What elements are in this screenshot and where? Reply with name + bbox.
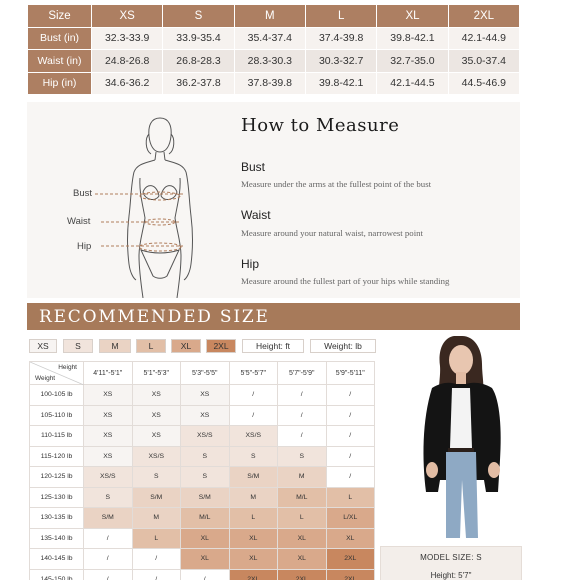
- recommended-size-banner: [27, 303, 520, 330]
- size-row-hip: [28, 72, 520, 95]
- size-recommendation-cell: XL: [181, 549, 230, 570]
- figure-label-waist: Waist: [67, 216, 91, 227]
- legend-swatch: L: [136, 339, 166, 353]
- size-recommendation-cell: /: [326, 467, 375, 488]
- size-recommendation-cell: /: [278, 426, 327, 447]
- weight-unit-label: Weight: lb: [310, 339, 376, 353]
- legend-swatch: S: [63, 339, 93, 353]
- size-cell: 35.4-37.4: [234, 27, 305, 50]
- table-row: [30, 528, 375, 549]
- corner-cell: [30, 362, 84, 385]
- size-recommendation-cell: /: [132, 549, 181, 570]
- size-recommendation-cell: XS/S: [132, 446, 181, 467]
- size-recommendation-cell: XL: [326, 528, 375, 549]
- row-label: Waist (in): [28, 50, 92, 73]
- table-row: [30, 426, 375, 447]
- size-recommendation-cell: /: [326, 426, 375, 447]
- size-recommendation-cell: /: [278, 385, 327, 406]
- weight-label: 125-130 lb: [30, 487, 84, 508]
- size-cell: 33.9-35.4: [163, 27, 234, 50]
- size-cell: 30.3-32.7: [305, 50, 376, 73]
- size-row-waist: [28, 50, 520, 73]
- size-header-cell: XL: [377, 5, 448, 28]
- weight-label: 145-150 lb: [30, 569, 84, 580]
- corner-height-label: Height: [58, 364, 77, 371]
- measure-name-waist: Waist: [241, 208, 271, 222]
- size-recommendation-cell: M/L: [278, 487, 327, 508]
- size-recommendation-cell: /: [229, 405, 278, 426]
- table-row: [30, 549, 375, 570]
- body-figure-illustration: [57, 108, 227, 298]
- row-label: Bust (in): [28, 27, 92, 50]
- size-recommendation-cell: XL: [229, 528, 278, 549]
- size-recommendation-cell: 2XL: [229, 569, 278, 580]
- size-cell: 39.8-42.1: [377, 27, 448, 50]
- size-recommendation-cell: XS/S: [229, 426, 278, 447]
- size-recommendation-cell: S/M: [84, 508, 133, 529]
- size-recommendation-cell: XS: [84, 405, 133, 426]
- size-recommendation-cell: 2XL: [326, 549, 375, 570]
- height-header: 5'3"-5'5": [181, 362, 230, 385]
- how-to-measure-title: How to Measure: [241, 115, 400, 136]
- size-chart-table: [27, 4, 520, 95]
- size-recommendation-cell: 2XL: [278, 569, 327, 580]
- size-recommendation-cell: XS: [132, 405, 181, 426]
- weight-label: 130-135 lb: [30, 508, 84, 529]
- size-cell: 37.4-39.8: [305, 27, 376, 50]
- size-recommendation-cell: L: [132, 528, 181, 549]
- model-photo: [402, 330, 527, 542]
- legend-swatch: M: [99, 339, 131, 353]
- size-recommendation-cell: XS: [132, 385, 181, 406]
- size-cell: 26.8-28.3: [163, 50, 234, 73]
- height-header: 5'5"-5'7": [229, 362, 278, 385]
- size-cell: 34.6-36.2: [92, 72, 163, 95]
- size-recommendation-cell: L: [229, 508, 278, 529]
- size-header-cell: XS: [92, 5, 163, 28]
- legend-swatch: XS: [29, 339, 57, 353]
- size-cell: 24.8-26.8: [92, 50, 163, 73]
- height-header: 5'9"-5'11": [326, 362, 375, 385]
- size-recommendation-cell: S: [132, 467, 181, 488]
- size-recommendation-cell: /: [132, 569, 181, 580]
- size-recommendation-cell: /: [181, 569, 230, 580]
- size-header-cell: M: [234, 5, 305, 28]
- size-recommendation-cell: L: [326, 487, 375, 508]
- size-recommendation-cell: S/M: [229, 467, 278, 488]
- size-recommendation-cell: M: [278, 467, 327, 488]
- size-recommendation-cell: /: [84, 528, 133, 549]
- size-row-bust: [28, 27, 520, 50]
- size-recommendation-cell: 2XL: [326, 569, 375, 580]
- height-header: 5'1"-5'3": [132, 362, 181, 385]
- weight-label: 100-105 lb: [30, 385, 84, 406]
- size-recommendation-cell: L: [278, 508, 327, 529]
- size-recommendation-cell: XS: [84, 446, 133, 467]
- size-recommendation-cell: /: [326, 405, 375, 426]
- table-row: [30, 569, 375, 580]
- weight-label: 105-110 lb: [30, 405, 84, 426]
- size-recommendation-cell: M: [132, 508, 181, 529]
- size-cell: 28.3-30.3: [234, 50, 305, 73]
- body-outline-icon: [57, 108, 227, 298]
- size-recommendation-cell: S: [229, 446, 278, 467]
- size-recommendation-cell: XS: [132, 426, 181, 447]
- weight-label: 115-120 lb: [30, 446, 84, 467]
- table-row: [30, 508, 375, 529]
- size-cell: 35.0-37.4: [448, 50, 519, 73]
- measure-name-hip: Hip: [241, 257, 260, 271]
- legend-swatch: 2XL: [206, 339, 236, 353]
- corner-weight-label: Weight: [35, 375, 56, 382]
- size-recommendation-cell: XS: [181, 405, 230, 426]
- size-recommendation-cell: S/M: [181, 487, 230, 508]
- table-row: [30, 385, 375, 406]
- model-height-label: Height: 5'7": [430, 571, 472, 580]
- model-info-card: [380, 546, 522, 580]
- measure-name-bust: Bust: [241, 160, 266, 174]
- table-row: [30, 467, 375, 488]
- size-recommendation-cell: M/L: [181, 508, 230, 529]
- height-header-row: [30, 362, 375, 385]
- table-row: [30, 405, 375, 426]
- model-illustration: [402, 330, 527, 542]
- size-cell: 44.5-46.9: [448, 72, 519, 95]
- recommended-size-body: [30, 385, 375, 580]
- how-to-measure-section: [27, 102, 520, 298]
- size-cell: 32.3-33.9: [92, 27, 163, 50]
- size-recommendation-cell: /: [229, 385, 278, 406]
- size-cell: 36.2-37.8: [163, 72, 234, 95]
- size-header-label: Size: [28, 5, 92, 28]
- size-cell: 42.1-44.5: [377, 72, 448, 95]
- weight-label: 120-125 lb: [30, 467, 84, 488]
- size-recommendation-cell: XS: [84, 426, 133, 447]
- weight-label: 110-115 lb: [30, 426, 84, 447]
- size-recommendation-cell: XS/S: [181, 426, 230, 447]
- legend-swatch: XL: [171, 339, 201, 353]
- measure-desc-waist: Measure around your natural waist, narrowest point: [241, 228, 423, 238]
- row-label: Hip (in): [28, 72, 92, 95]
- size-recommendation-cell: /: [84, 569, 133, 580]
- size-recommendation-cell: S: [181, 446, 230, 467]
- height-header: 4'11"-5'1": [84, 362, 133, 385]
- size-recommendation-cell: S: [278, 446, 327, 467]
- size-recommendation-cell: /: [84, 549, 133, 570]
- size-recommendation-cell: S: [181, 467, 230, 488]
- height-header: 5'7"-5'9": [278, 362, 327, 385]
- size-cell: 37.8-39.8: [234, 72, 305, 95]
- size-recommendation-cell: XL: [278, 549, 327, 570]
- recommended-size-table: [29, 361, 375, 580]
- size-recommendation-cell: XL: [278, 528, 327, 549]
- size-recommendation-cell: XS/S: [84, 467, 133, 488]
- table-row: [30, 487, 375, 508]
- size-header-cell: S: [163, 5, 234, 28]
- size-header-cell: 2XL: [448, 5, 519, 28]
- measure-desc-bust: Measure under the arms at the fullest point of the bust: [241, 179, 432, 189]
- size-recommendation-cell: /: [278, 405, 327, 426]
- figure-label-hip: Hip: [77, 241, 92, 252]
- size-recommendation-cell: XS: [84, 385, 133, 406]
- table-row: [30, 446, 375, 467]
- size-recommendation-cell: XL: [181, 528, 230, 549]
- measure-desc-hip: Measure around the fullest part of your hips while standing: [241, 276, 450, 286]
- size-recommendation-cell: /: [326, 385, 375, 406]
- size-recommendation-cell: S/M: [132, 487, 181, 508]
- model-size-label: MODEL SIZE: S: [420, 553, 482, 562]
- weight-label: 140-145 lb: [30, 549, 84, 570]
- figure-label-bust: Bust: [73, 188, 93, 199]
- size-recommendation-cell: L/XL: [326, 508, 375, 529]
- size-cell: 32.7-35.0: [377, 50, 448, 73]
- height-unit-label: Height: ft: [242, 339, 304, 353]
- size-recommendation-cell: XS: [181, 385, 230, 406]
- size-recommendation-cell: M: [229, 487, 278, 508]
- size-header-row: [28, 5, 520, 28]
- size-cell: 42.1-44.9: [448, 27, 519, 50]
- weight-label: 135-140 lb: [30, 528, 84, 549]
- size-recommendation-cell: XL: [229, 549, 278, 570]
- size-recommendation-cell: S: [84, 487, 133, 508]
- size-cell: 39.8-42.1: [305, 72, 376, 95]
- recommended-size-title: RECOMMENDED SIZE: [39, 307, 270, 327]
- size-recommendation-cell: /: [326, 446, 375, 467]
- size-header-cell: L: [305, 5, 376, 28]
